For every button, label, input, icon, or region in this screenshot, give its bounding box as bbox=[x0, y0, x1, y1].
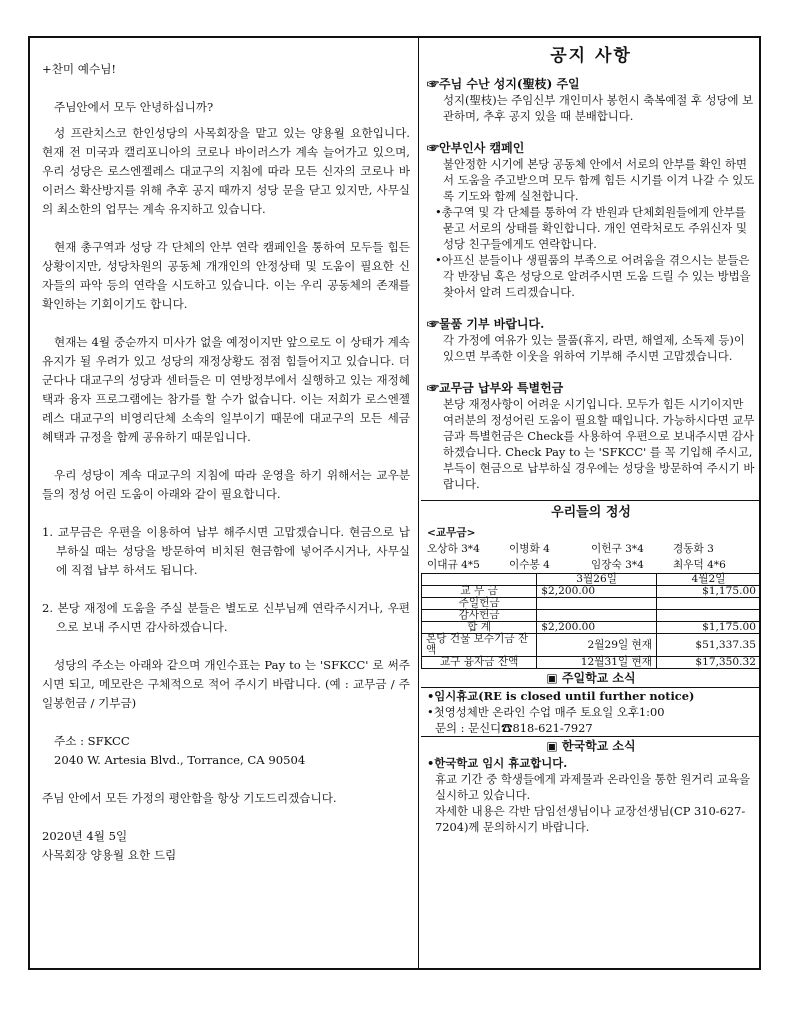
letter-paragraph-2: 성 프란치스코 한인성당의 사목회장을 맡고 있는 양용월 요한입니다. 현재 전 미국과 캘리포니아의 코로나 바이러스가 계속 늘어가고 있으며, 우리 성당은 로스엔젤레스 대교구의 지침에 따라 모든 신자의 코로나 바이러스 확산방지를 위해 추후 공지 때까지 성당 문을 닫고 있지만, 사무실의 최소한의 업무는 계속 유지하고 있습니다. bbox=[42, 126, 410, 216]
korean-school-line-1: •한국학교 임시 휴교합니다. bbox=[427, 756, 568, 770]
korean-school-line-3: 자세한 내용은 각반 담임선생님이나 교장선생님(CP 310-627-7204)께 문의하시기 바랍니다. bbox=[435, 804, 746, 834]
offering-name: 경동화 3 bbox=[673, 543, 714, 555]
notice-campaign-bullet-2: •아프신 분들이나 생필품의 부족으로 어려움을 겪으시는 분들은 각 반장님 혹은 성당으로 알려주시면 도움 드릴 수 있는 방법을 찾아서 알려 드리겠습니다. bbox=[435, 253, 751, 299]
table-row bbox=[422, 634, 761, 657]
notice-campaign-body: 불안정한 시기에 본당 공동체 안에서 서로의 안부를 확인 하면서 도움을 주고받으며 모두 함께 힘든 시기를 이겨 나갈 수 있도록 기도와 함께 실천합니다. bbox=[443, 157, 755, 203]
offering-name-row-1 bbox=[427, 541, 755, 557]
notice-tithe-body: 본당 재정사항이 어려운 시기입니다. 모두가 힘든 시기이지만 여러분의 정성어린 도움이 필요할 때입니다. 가능하시다면 교무금과 특별헌금은 Check를 사용하여 우편으로 보내주시면 감사하겠습니다. Check Pay to 는 'SFKCC' 를 꼭 기입해 주시고, 부득이 현금으로 납부하실 경우에는 성당을 방문하여 주시기 바랍니다. bbox=[443, 397, 755, 491]
sunday-school-line-3: 문의 : 문신디☎818-621-7927 bbox=[435, 721, 593, 735]
row-label: 합 계 bbox=[422, 622, 537, 634]
letter-greeting: +찬미 예수님! bbox=[42, 62, 117, 76]
balance-date: 12월31일 현재 bbox=[537, 657, 657, 669]
notice-title: 공지 사항 bbox=[550, 46, 632, 66]
korean-school-line-2: 휴교 기간 중 학생들에게 과제물과 온라인을 통한 원거리 교육을 실시하고 있습니다. bbox=[435, 772, 751, 802]
row-value: $1,175.00 bbox=[657, 622, 761, 634]
offering-date-2: 4월2일 bbox=[657, 574, 761, 586]
letter-paragraph-1: 주님안에서 모두 안녕하십니까? bbox=[54, 100, 214, 114]
notice-palm-sunday-heading: ☞주님 수난 성지(聖枝) 주일 bbox=[427, 77, 580, 91]
offering-title: 우리들의 정성 bbox=[551, 505, 631, 520]
offering-name: 최우덕 4*6 bbox=[673, 559, 726, 571]
offering-label: <교무금> bbox=[427, 527, 476, 539]
notice-donation-body: 각 가정에 여유가 있는 물품(휴지, 라면, 해열제, 소독제 등)이 있으면 부족한 이웃을 위하여 기부해 주시면 고맙겠습니다. bbox=[443, 333, 745, 363]
row-label: 주일헌금 bbox=[422, 598, 537, 610]
letter-signature: 사목회장 양용월 요한 드림 bbox=[42, 848, 177, 862]
offering-names bbox=[427, 525, 755, 573]
row-value: $1,175.00 bbox=[657, 586, 761, 598]
address-line-1: 주소 : SFKCC bbox=[54, 734, 130, 748]
table-row bbox=[422, 598, 761, 610]
table-row bbox=[422, 657, 761, 669]
column-divider bbox=[418, 38, 419, 968]
offering-name: 이헌구 3*4 bbox=[591, 543, 644, 555]
letter-item-2: 2. 본당 재정에 도움을 주실 분들은 별도로 신부님께 연락주시거나, 우편으로 보내 주시면 감사하겠습니다. bbox=[42, 601, 410, 634]
page-frame bbox=[28, 36, 761, 970]
letter-date: 2020년 4월 5일 bbox=[42, 829, 128, 843]
letter-paragraph-5: 우리 성당이 계속 대교구의 지침에 따라 운영을 하기 위해서는 교우분들의 정성 어린 도움이 아래와 같이 필요합니다. bbox=[42, 468, 410, 501]
letter-column bbox=[42, 60, 410, 865]
row-label: 감사헌금 bbox=[422, 610, 537, 622]
letter-paragraph-4: 현재는 4월 중순까지 미사가 없을 예정이지만 앞으로도 이 상태가 계속 유지가 될 우려가 있고 성당의 재정상황도 점점 힘들어지고 있습니다. 더군다나 대교구의 성당과 센터들은 미 연방정부에서 실행하고 있는 재정혜택과 융자 프로그램에는 참가를 할 수가 없습니다. 이는 저희가 로스엔젤레스 대교구의 비영리단체 소속의 일부이기 때문에 대교구의 모든 세금 혜택과 규정을 함께 공유하기 때문입니다. bbox=[42, 335, 410, 444]
offering-name: 임장숙 3*4 bbox=[591, 559, 644, 571]
letter-paragraph-6: 성당의 주소는 아래와 같으며 개인수표는 Pay to 는 'SFKCC' 로 써주시면 되고, 메모란은 구체적으로 적어 주시기 바랍니다. (예 : 교무금 / 주일봉헌금 / 기부금) bbox=[42, 658, 410, 710]
table-row bbox=[422, 610, 761, 622]
offering-name: 이병화 4 bbox=[509, 543, 550, 555]
balance-label: 본당 건물 보수기금 잔액 bbox=[422, 634, 537, 657]
offering-table bbox=[421, 573, 761, 669]
notice-column bbox=[421, 38, 761, 835]
balance-amount: $17,350.32 bbox=[657, 657, 761, 669]
balance-label: 교구 융자금 잔액 bbox=[422, 657, 537, 669]
sunday-school-line-1: •임시휴교(RE is closed until further notice) bbox=[427, 689, 695, 703]
row-value bbox=[657, 610, 761, 622]
letter-item-1: 1. 교무금은 우편을 이용하여 납부 해주시면 고맙겠습니다. 현금으로 납부하실 때는 성당을 방문하여 비치된 현금함에 넣어주시거나, 사무실에 직접 납부 하셔도 됩니다. bbox=[42, 525, 410, 577]
sunday-school-title: ▣ 주일학교 소식 bbox=[546, 671, 636, 685]
row-label: 교 무 금 bbox=[422, 586, 537, 598]
balance-date: 2월29일 현재 bbox=[537, 634, 657, 657]
row-value: $2,200.00 bbox=[537, 622, 657, 634]
row-value: $2,200.00 bbox=[537, 586, 657, 598]
offering-name-row-2 bbox=[427, 557, 755, 573]
letter-paragraph-3: 현재 총구역과 성당 각 단체의 안부 연락 캠페인을 통하여 모두들 힘든 상황이지만, 성당차원의 공동체 개개인의 안정상태 및 도움이 필요한 신자들의 파악 등의 연락을 시도하고 있습니다. 이는 우리 공동체의 존재를 확인하는 기회이기도 합니다. bbox=[42, 240, 410, 311]
notice-palm-sunday-body: 성지(聖枝)는 주임신부 개인미사 봉헌시 축복예절 후 성당에 보관하며, 추후 공지 있을 때 분배합니다. bbox=[443, 93, 754, 123]
offering-name: 이수봉 4 bbox=[509, 559, 550, 571]
korean-school-title: ▣ 한국학교 소식 bbox=[546, 739, 636, 753]
notice-campaign-heading: ☞안부인사 캠페인 bbox=[427, 141, 525, 155]
offering-name: 오상하 3*4 bbox=[427, 543, 480, 555]
table-row bbox=[422, 622, 761, 634]
sunday-school-line-2: •첫영성체반 온라인 수업 매주 토요일 오후1:00 bbox=[427, 705, 665, 719]
letter-closing: 주님 안에서 모든 가정의 평안함을 항상 기도드리겠습니다. bbox=[42, 791, 337, 805]
notice-tithe-heading: ☞교무금 납부와 특별헌금 bbox=[427, 381, 564, 395]
offering-date-1: 3월26일 bbox=[537, 574, 657, 586]
offering-name: 이대규 4*5 bbox=[427, 559, 480, 571]
balance-amount: $51,337.35 bbox=[657, 634, 761, 657]
notice-donation-heading: ☞물품 기부 바랍니다. bbox=[427, 317, 545, 331]
notice-campaign-bullet-1: •총구역 및 각 단체를 통하여 각 반원과 단체회원들에게 안부를 묻고 서로의 상태를 확인합니다. 개인 연락처로도 주위신자 및 성당 친구들에게도 연락합니다. bbox=[435, 205, 748, 251]
address-line-2: 2040 W. Artesia Blvd., Torrance, CA 90504 bbox=[54, 753, 306, 767]
row-value bbox=[657, 598, 761, 610]
row-value bbox=[537, 610, 657, 622]
row-value bbox=[537, 598, 657, 610]
table-row bbox=[422, 586, 761, 598]
